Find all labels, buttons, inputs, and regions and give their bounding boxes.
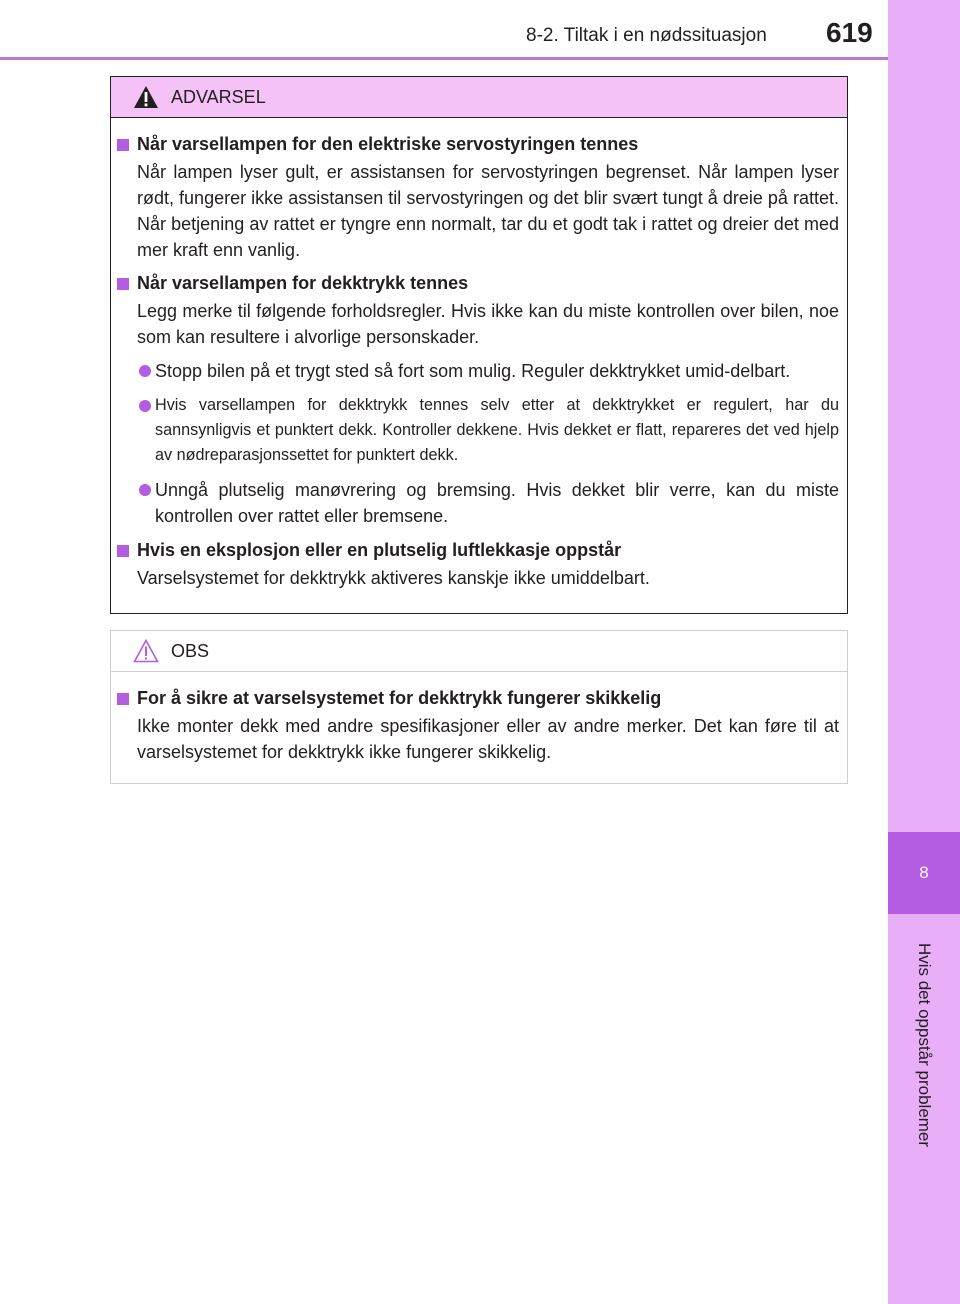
circle-bullet-icon [139,365,151,377]
square-bullet-icon [117,139,129,151]
notice-title: OBS [171,640,210,661]
notice-header [111,631,847,672]
item-heading: Når varsellampen for dekktrykk tennes [117,271,839,296]
square-bullet-icon [117,278,129,290]
item-heading: For å sikre at varselsystemet for dekktrykk fungerer skikkelig [117,686,839,711]
notice-body [111,672,847,765]
circle-bullet-icon [139,400,151,412]
caution-triangle-outline-icon [133,639,159,663]
item-heading: Hvis en eksplosjon eller en plutselig luftlekkasje oppstår [117,538,839,563]
warning-header [111,77,847,118]
chapter-label: Hvis det oppstår problemer [915,942,934,1148]
chapter-number-tab[interactable]: 8 [888,832,960,914]
item-text: Varselsystemet for dekktrykk aktiveres kanskje ikke umiddelbart. [137,568,650,588]
warning-body [111,118,847,591]
item-text: Legg merke til følgende forholdsregler. Hvis ikke kan du miste kontrollen over bilen, noe som kan resultere i alvorlige personskader. [137,301,839,347]
item-text: Ikke monter dekk med andre spesifikasjoner eller av andre merker. Det kan føre til at varselsystemet for dekktrykk ikke fungerer skikkelig. [137,716,839,762]
circle-bullet-icon [139,484,151,496]
bullet-item: Hvis varsellampen for dekktrykk tennes selv etter at dekktrykket er regulert, har du sannsynligvis et punktert dekk. Kontroller dekkene. Hvis dekket er flatt, repareres det ved hjelp av nødreparasjonssettet for punktert dekk. [117,393,839,468]
item-text: Når lampen lyser gult, er assistansen for servostyringen begrenset. Når lampen lyser rødt, fungerer ikke assistansen til servostyringen og det blir svært tungt å dreie på rattet. Når betjening av rattet er tyngre enn normalt, tar du et godt tak i rattet og dreier det med mer kraft enn vanlig. [137,162,839,260]
item-heading: Når varsellampen for den elektriske servostyringen tennes [117,132,839,157]
warning-box [110,76,848,614]
square-bullet-icon [117,693,129,705]
warning-title: ADVARSEL [171,86,266,107]
bullet-item: Stopp bilen på et trygt sted så fort som mulig. Reguler dekktrykket umid-delbart. [117,358,839,384]
square-bullet-icon [117,545,129,557]
page-number: 619 [826,17,873,48]
notice-box [110,630,848,784]
warning-triangle-icon [133,85,159,109]
bullet-item: Unngå plutselig manøvrering og bremsing. Hvis dekket blir verre, kan du miste kontrollen over rattet eller bremsene. [117,477,839,529]
section-title: 8-2. Tiltak i en nødssituasjon [526,25,767,46]
header-rule [0,57,888,60]
